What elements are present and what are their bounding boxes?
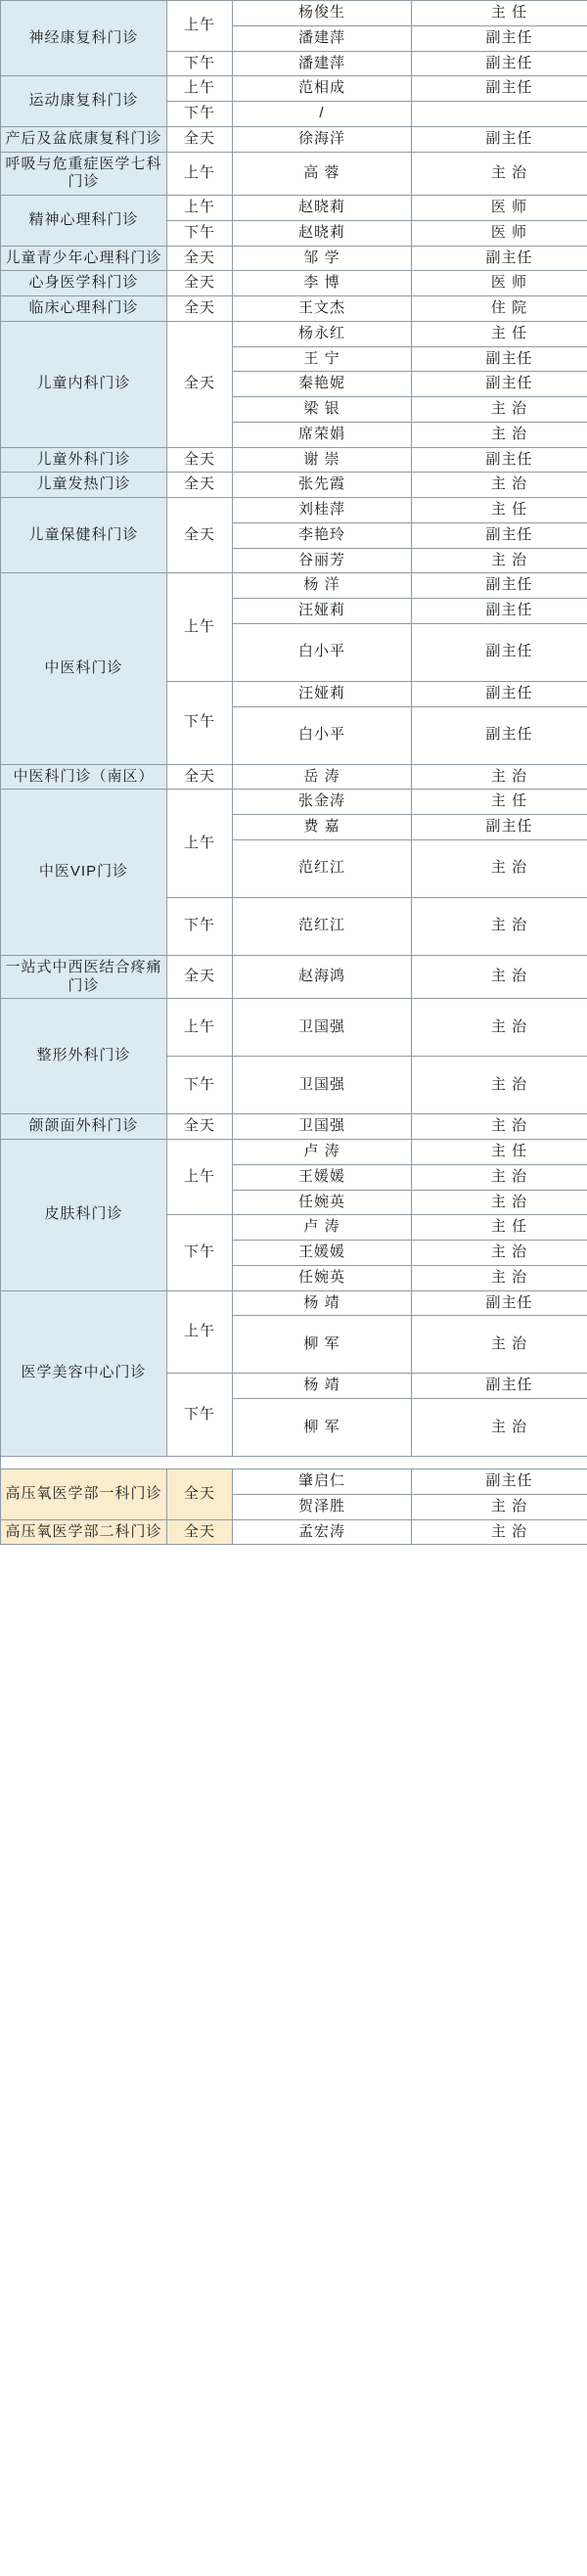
department-cell: 儿童青少年心理科门诊 — [1, 246, 167, 271]
doctor-title-cell: 医 师 — [412, 220, 587, 246]
doctor-name-cell: 赵晓莉 — [233, 220, 412, 246]
doctor-name-cell: 杨 靖 — [233, 1290, 412, 1316]
department-cell: 中医科门诊 — [1, 573, 167, 764]
schedule-table-body — [1, 1, 587, 1545]
doctor-name-cell: 白小平 — [233, 706, 412, 764]
period-cell: 上午 — [167, 76, 233, 102]
table-row — [1, 296, 587, 322]
doctor-name-cell: 谷丽芳 — [233, 548, 412, 573]
doctor-title-cell: 主 治 — [412, 1399, 587, 1457]
doctor-title-cell: 主 治 — [412, 764, 587, 790]
doctor-name-cell: 李 博 — [233, 271, 412, 296]
doctor-name-cell: 王文杰 — [233, 296, 412, 322]
doctor-title-cell: 主 治 — [412, 897, 587, 955]
doctor-title-cell: 副主任 — [412, 573, 587, 599]
table-row — [1, 764, 587, 790]
doctor-title-cell: 主 治 — [412, 1316, 587, 1374]
doctor-title-cell: 副主任 — [412, 346, 587, 372]
doctor-name-cell: 杨永红 — [233, 321, 412, 346]
doctor-name-cell: 杨 靖 — [233, 1374, 412, 1399]
doctor-title-cell: 主 任 — [412, 1215, 587, 1241]
doctor-name-cell: 李艳玲 — [233, 522, 412, 548]
doctor-name-cell: 卫国强 — [233, 999, 412, 1057]
department-cell: 高压氧医学部一科门诊 — [1, 1469, 167, 1520]
doctor-title-cell: 主 治 — [412, 1241, 587, 1266]
doctor-title-cell: 副主任 — [412, 126, 587, 152]
doctor-title-cell: 主 任 — [412, 1140, 587, 1165]
department-cell: 颌颌面外科门诊 — [1, 1114, 167, 1140]
doctor-name-cell: 范红江 — [233, 897, 412, 955]
period-cell: 下午 — [167, 1374, 233, 1457]
doctor-name-cell: 邹 学 — [233, 246, 412, 271]
doctor-title-cell: 主 治 — [412, 955, 587, 999]
doctor-name-cell: 梁 银 — [233, 397, 412, 423]
doctor-name-cell: 王媛媛 — [233, 1241, 412, 1266]
doctor-name-cell: 费 嘉 — [233, 815, 412, 840]
period-cell: 全天 — [167, 1469, 233, 1520]
doctor-title-cell: 副主任 — [412, 1469, 587, 1495]
doctor-name-cell: 柳 军 — [233, 1316, 412, 1374]
period-cell: 下午 — [167, 1057, 233, 1114]
doctor-title-cell: 副主任 — [412, 706, 587, 764]
table-row — [1, 447, 587, 473]
doctor-title-cell: 主 治 — [412, 1114, 587, 1140]
doctor-title-cell: 副主任 — [412, 51, 587, 76]
table-row — [1, 999, 587, 1057]
doctor-name-cell: 谢 崇 — [233, 447, 412, 473]
department-cell: 临床心理科门诊 — [1, 296, 167, 322]
department-cell: 高压氧医学部二科门诊 — [1, 1519, 167, 1545]
department-cell: 中医科门诊（南区） — [1, 764, 167, 790]
doctor-name-cell: 王 宁 — [233, 346, 412, 372]
period-cell: 全天 — [167, 498, 233, 573]
doctor-name-cell: 岳 涛 — [233, 764, 412, 790]
department-cell: 呼吸与危重症医学七科门诊 — [1, 152, 167, 196]
doctor-name-cell: 徐海洋 — [233, 126, 412, 152]
doctor-title-cell: 主 治 — [412, 152, 587, 196]
period-cell: 全天 — [167, 447, 233, 473]
doctor-name-cell: 范相成 — [233, 76, 412, 102]
table-row — [1, 955, 587, 999]
period-cell: 上午 — [167, 573, 233, 682]
doctor-name-cell: 王媛媛 — [233, 1164, 412, 1190]
doctor-title-cell: 主 治 — [412, 1164, 587, 1190]
period-cell: 全天 — [167, 321, 233, 447]
doctor-name-cell: 柳 军 — [233, 1399, 412, 1457]
period-cell: 全天 — [167, 955, 233, 999]
doctor-name-cell: 潘建萍 — [233, 51, 412, 76]
department-cell: 儿童发热门诊 — [1, 473, 167, 498]
doctor-title-cell: 主 任 — [412, 321, 587, 346]
doctor-title-cell: 副主任 — [412, 25, 587, 51]
table-row — [1, 126, 587, 152]
department-cell: 儿童内科门诊 — [1, 321, 167, 447]
doctor-title-cell: 主 治 — [412, 397, 587, 423]
doctor-name-cell: 席荣娟 — [233, 422, 412, 447]
doctor-title-cell: 主 任 — [412, 1, 587, 26]
doctor-name-cell: 孟宏涛 — [233, 1519, 412, 1545]
table-row — [1, 196, 587, 221]
period-cell: 上午 — [167, 999, 233, 1057]
doctor-name-cell: / — [233, 102, 412, 127]
doctor-name-cell: 赵晓莉 — [233, 196, 412, 221]
doctor-title-cell: 副主任 — [412, 1374, 587, 1399]
period-cell: 全天 — [167, 246, 233, 271]
table-row — [1, 152, 587, 196]
department-cell: 中医VIP门诊 — [1, 790, 167, 956]
doctor-name-cell: 卢 涛 — [233, 1215, 412, 1241]
section-spacer — [1, 1457, 587, 1469]
doctor-title-cell: 主 治 — [412, 1265, 587, 1290]
table-row — [1, 321, 587, 346]
table-row — [1, 1140, 587, 1165]
doctor-title-cell: 医 师 — [412, 271, 587, 296]
period-cell: 全天 — [167, 764, 233, 790]
doctor-title-cell: 主 治 — [412, 473, 587, 498]
doctor-name-cell: 肇启仁 — [233, 1469, 412, 1495]
period-cell: 全天 — [167, 271, 233, 296]
doctor-name-cell: 汪娅莉 — [233, 599, 412, 624]
period-cell: 下午 — [167, 1215, 233, 1290]
doctor-title-cell: 副主任 — [412, 599, 587, 624]
doctor-name-cell: 秦艳妮 — [233, 372, 412, 397]
doctor-title-cell: 副主任 — [412, 815, 587, 840]
table-row — [1, 790, 587, 815]
doctor-title-cell: 副主任 — [412, 681, 587, 706]
doctor-name-cell: 范红江 — [233, 839, 412, 897]
doctor-title-cell: 主 治 — [412, 839, 587, 897]
period-cell: 全天 — [167, 1519, 233, 1545]
doctor-title-cell: 主 治 — [412, 1057, 587, 1114]
doctor-title-cell: 主 治 — [412, 1519, 587, 1545]
doctor-title-cell: 医 师 — [412, 196, 587, 221]
department-cell: 运动康复科门诊 — [1, 76, 167, 127]
table-row — [1, 573, 587, 599]
doctor-name-cell: 汪娅莉 — [233, 681, 412, 706]
period-cell: 下午 — [167, 102, 233, 127]
doctor-name-cell: 卫国强 — [233, 1114, 412, 1140]
period-cell: 上午 — [167, 152, 233, 196]
doctor-name-cell: 潘建萍 — [233, 25, 412, 51]
department-cell: 心身医学科门诊 — [1, 271, 167, 296]
doctor-title-cell: 主 治 — [412, 548, 587, 573]
section-spacer-cell — [1, 1457, 587, 1469]
doctor-name-cell: 杨俊生 — [233, 1, 412, 26]
period-cell: 全天 — [167, 1114, 233, 1140]
department-cell: 整形外科门诊 — [1, 999, 167, 1114]
doctor-name-cell: 张金涛 — [233, 790, 412, 815]
doctor-title-cell: 副主任 — [412, 246, 587, 271]
doctor-title-cell: 主 治 — [412, 999, 587, 1057]
period-cell: 下午 — [167, 220, 233, 246]
table-row — [1, 271, 587, 296]
doctor-title-cell: 主 任 — [412, 790, 587, 815]
period-cell: 全天 — [167, 296, 233, 322]
period-cell: 下午 — [167, 681, 233, 764]
period-cell: 上午 — [167, 1, 233, 52]
department-cell: 精神心理科门诊 — [1, 196, 167, 247]
table-row — [1, 473, 587, 498]
department-cell: 神经康复科门诊 — [1, 1, 167, 76]
period-cell: 上午 — [167, 1140, 233, 1215]
department-cell: 儿童保健科门诊 — [1, 498, 167, 573]
doctor-name-cell: 赵海鸿 — [233, 955, 412, 999]
doctor-title-cell: 住 院 — [412, 296, 587, 322]
doctor-name-cell: 卢 涛 — [233, 1140, 412, 1165]
period-cell: 下午 — [167, 897, 233, 955]
table-row — [1, 1469, 587, 1495]
table-row — [1, 1290, 587, 1316]
table-row — [1, 1519, 587, 1545]
doctor-name-cell: 任婉英 — [233, 1190, 412, 1215]
doctor-title-cell: 副主任 — [412, 1290, 587, 1316]
doctor-name-cell: 贺泽胜 — [233, 1494, 412, 1519]
department-cell: 皮肤科门诊 — [1, 1140, 167, 1291]
department-cell: 一站式中西医结合疼痛门诊 — [1, 955, 167, 999]
department-cell: 儿童外科门诊 — [1, 447, 167, 473]
doctor-title-cell: 副主任 — [412, 447, 587, 473]
doctor-name-cell: 张先霞 — [233, 473, 412, 498]
period-cell: 全天 — [167, 473, 233, 498]
doctor-title-cell: 主 治 — [412, 1190, 587, 1215]
doctor-title-cell: 副主任 — [412, 522, 587, 548]
table-row — [1, 246, 587, 271]
table-row — [1, 1114, 587, 1140]
doctor-name-cell: 任婉英 — [233, 1265, 412, 1290]
period-cell: 上午 — [167, 196, 233, 221]
table-row — [1, 1, 587, 26]
department-cell: 产后及盆底康复科门诊 — [1, 126, 167, 152]
table-row — [1, 76, 587, 102]
doctor-title-cell: 副主任 — [412, 76, 587, 102]
period-cell: 上午 — [167, 790, 233, 898]
doctor-name-cell: 卫国强 — [233, 1057, 412, 1114]
doctor-title-cell: 副主任 — [412, 372, 587, 397]
doctor-name-cell: 刘桂萍 — [233, 498, 412, 523]
period-cell: 全天 — [167, 126, 233, 152]
period-cell: 上午 — [167, 1290, 233, 1374]
doctor-name-cell: 杨 洋 — [233, 573, 412, 599]
doctor-title-cell: 主 治 — [412, 422, 587, 447]
doctor-title-cell: 主 任 — [412, 498, 587, 523]
doctor-title-cell: 主 治 — [412, 1494, 587, 1519]
doctor-title-cell: 副主任 — [412, 623, 587, 681]
period-cell: 下午 — [167, 51, 233, 76]
doctor-name-cell: 白小平 — [233, 623, 412, 681]
department-cell: 医学美容中心门诊 — [1, 1290, 167, 1457]
table-row — [1, 498, 587, 523]
doctor-title-cell — [412, 102, 587, 127]
doctor-name-cell: 高 蓉 — [233, 152, 412, 196]
